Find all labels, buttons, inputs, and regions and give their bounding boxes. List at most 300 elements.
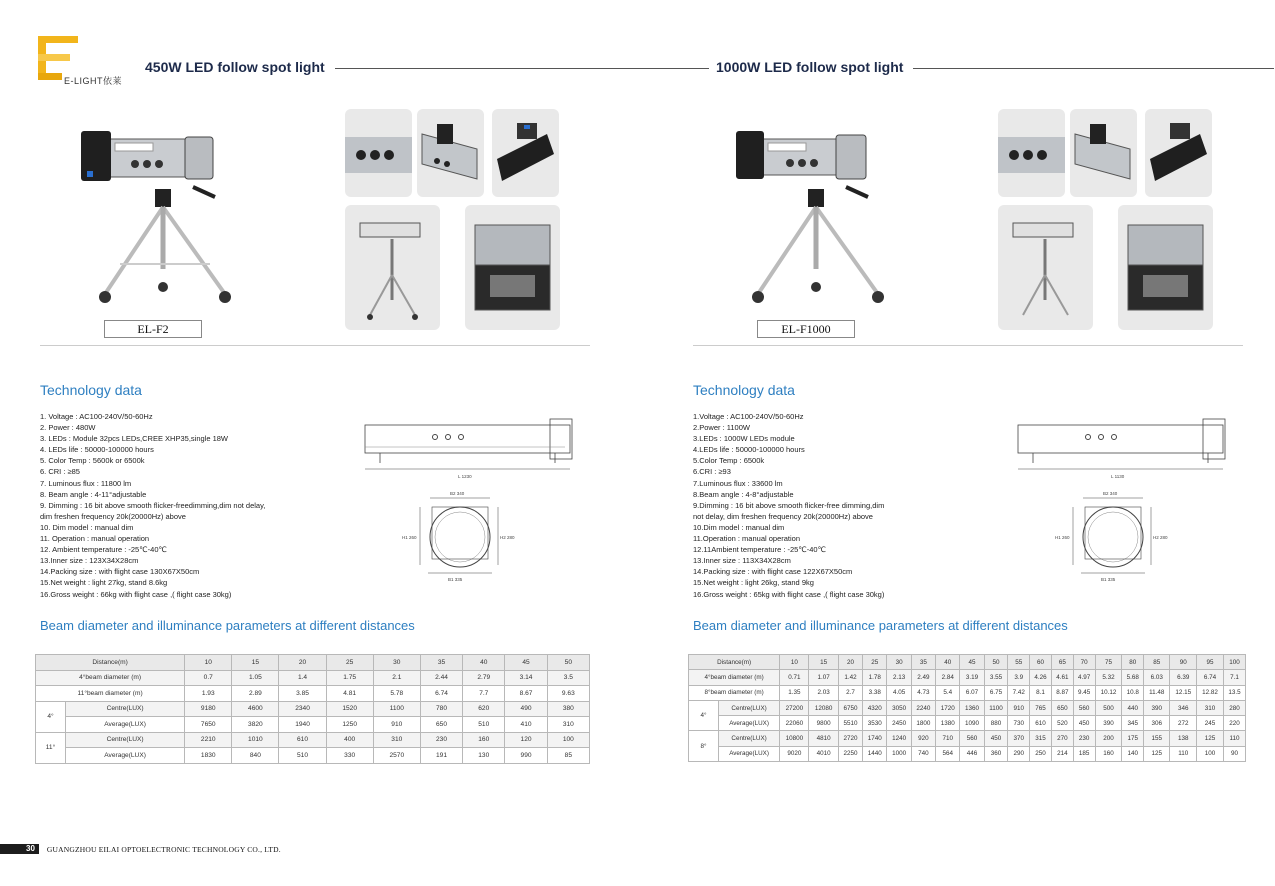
table-cell: 1.93 [185,686,232,702]
table-cell: 310 [547,717,589,733]
table-cell: 1520 [326,701,373,717]
table-cell: 710 [936,731,960,746]
table-header-cell: 10 [185,655,232,671]
table-header-cell: 15 [232,655,279,671]
spec-item: 12. Ambient temperature : -25℃-40℃ [40,545,167,555]
table-cell: 2.84 [936,670,960,685]
beam-title: Beam diameter and illuminance parameters at different distances [693,618,1068,633]
section-divider [40,345,590,346]
table-header-cell: 60 [1030,655,1052,670]
table-cell: 4.81 [326,686,373,702]
light-on-stand-image [998,205,1093,330]
table-cell: 370 [1008,731,1030,746]
table-cell: 6.74 [1197,670,1224,685]
table-cell: 610 [1030,716,1052,731]
table-cell: 290 [1008,746,1030,761]
table-cell: 650 [1051,700,1073,715]
table-cell: 5510 [838,716,862,731]
lens-head-image [1145,109,1212,197]
table-cell: 2450 [887,716,911,731]
table-cell: 7.42 [1008,685,1030,700]
table-cell: 1740 [863,731,887,746]
beam-parameter-table [688,654,1246,762]
table-cell: 214 [1051,746,1073,761]
table-cell: 315 [1030,731,1052,746]
table-cell: 3820 [232,717,279,733]
table-header-cell: Distance(m) [689,655,780,670]
table-cell: 765 [1030,700,1052,715]
detail-photo-1 [998,109,1065,197]
stand-photo [998,205,1093,330]
table-cell: 450 [1073,716,1095,731]
table-cell: 230 [1073,731,1095,746]
table-cell: 12080 [809,700,838,715]
table-cell: 5.78 [373,686,420,702]
table-cell: 230 [420,732,462,748]
table-cell: 5.68 [1122,670,1144,685]
table-cell: 4810 [809,731,838,746]
table-cell: 130 [463,748,505,764]
table-cell: 740 [911,746,935,761]
table-header-cell: 40 [463,655,505,671]
table-cell: 1240 [887,731,911,746]
dimension-drawing [360,415,580,595]
flight-case-image [1118,205,1213,330]
detail-photo-2 [417,109,484,197]
table-cell: 8.87 [1051,685,1073,700]
stand-photo [345,205,440,330]
table-header-cell: 10 [780,655,809,670]
table-cell: 390 [1095,716,1122,731]
length-dim-label: L 1130 [1111,474,1125,479]
table-cell: 910 [373,717,420,733]
table-cell: 990 [505,748,547,764]
spec-list [693,411,993,600]
spec-item: 11. Operation : manual operation [40,534,150,544]
table-row-label: 4°beam diameter (m) [36,670,185,686]
table-row-label: Centre(LUX) [66,732,185,748]
table-header-cell: 30 [373,655,420,671]
table-cell: 1830 [185,748,232,764]
table-row-label: 8°beam diameter (m) [689,685,780,700]
table-cell: 310 [373,732,420,748]
table-cell: 3.85 [279,686,326,702]
table-cell: 2.89 [232,686,279,702]
table-header-cell: 70 [1073,655,1095,670]
follow-spot-photo [75,109,255,314]
table-cell: 6.74 [420,686,462,702]
table-cell: 7650 [185,717,232,733]
page-number: 30 [0,844,39,854]
spec-list [40,411,340,600]
table-cell: 250 [1030,746,1052,761]
table-cell: 2240 [911,700,935,715]
table-cell: 920 [911,731,935,746]
table-cell: 560 [960,731,984,746]
spec-item: 4.LEDs life : 50000-100000 hours [693,445,805,455]
spec-item: 8.Beam angle : 4-8°adjustable [693,489,794,499]
spec-item: 7. Luminous flux : 11800 lm [40,478,132,488]
table-cell: 8.67 [505,686,547,702]
table-cell: 610 [279,732,326,748]
header-rule [913,68,1274,69]
table-header-cell: 25 [863,655,887,670]
table-row-label: Centre(LUX) [66,701,185,717]
spec-item: 5. Color Temp : 5600k or 6500k [40,456,145,466]
table-header-cell: 55 [1008,655,1030,670]
table-cell: 330 [326,748,373,764]
table-cell: 1800 [911,716,935,731]
spec-item: 16.Gross weight : 65kg with flight case ,( flight case 30kg) [693,589,885,599]
b1-dim-label: B1 335 [1101,577,1116,582]
table-row-label: Centre(LUX) [719,731,780,746]
left-header-title: 450W LED follow spot light [145,59,325,75]
table-cell: 125 [1197,731,1224,746]
company-name: GUANGZHOU EILAI OPTOELECTRONIC TECHNOLOGY CO., LTD. [46,844,281,854]
light-on-stand-image [345,205,440,330]
table-cell: 2340 [279,701,326,717]
lens-head-image [492,109,559,197]
length-dim-label: L 1230 [458,474,472,479]
flight-case-photo [1118,205,1213,330]
table-cell: 510 [463,717,505,733]
spec-item: 2.Power : 1100W [693,423,750,433]
table-cell: 155 [1144,731,1170,746]
table-header-cell: 45 [960,655,984,670]
table-cell: 1.05 [232,670,279,686]
table-cell: 4.26 [1030,670,1052,685]
table-cell: 200 [1095,731,1122,746]
b2-dim-label: B2 340 [1103,491,1118,496]
spec-item: 16.Gross weight : 66kg with flight case ,( flight case 30kg) [40,589,232,599]
table-cell: 3.9 [1008,670,1030,685]
table-cell: 9020 [780,746,809,761]
table-header-cell: 35 [420,655,462,671]
table-cell: 2.1 [373,670,420,686]
table-cell: 0.71 [780,670,809,685]
spec-item: 10. Dim model : manual dim [40,522,134,532]
tech-data-title: Technology data [40,382,142,398]
table-row-label: Average(LUX) [66,748,185,764]
table-cell: 2.7 [838,685,862,700]
left-header [145,57,709,77]
table-cell: 1.78 [863,670,887,685]
table-row-label: Average(LUX) [719,746,780,761]
table-cell: 1090 [960,716,984,731]
spec-item: 2. Power : 480W [40,423,96,433]
table-cell: 650 [420,717,462,733]
beam-title: Beam diameter and illuminance parameters at different distances [40,618,415,633]
table-header-cell: 20 [838,655,862,670]
beam-table-wrap [688,654,1246,762]
table-cell: 120 [505,732,547,748]
table-cell: 6.39 [1170,670,1197,685]
spec-item: not delay, dim freshen frequency 20k(20000Hz) above [693,511,873,521]
table-cell: 1100 [373,701,420,717]
table-cell: 560 [1073,700,1095,715]
table-cell: 110 [1170,746,1197,761]
spec-item: 9. Dimming : 16 bit above smooth flicker-freedimming,dim not delay, [40,500,266,510]
table-cell: 780 [420,701,462,717]
tech-data-title: Technology data [693,382,795,398]
table-cell: 9180 [185,701,232,717]
table-cell: 191 [420,748,462,764]
table-cell: 1.07 [809,670,838,685]
spec-item: 12.11Ambient temperature : -25℃-40℃ [693,545,827,555]
detail-photo-2 [1070,109,1137,197]
table-header-cell: 100 [1223,655,1245,670]
table-cell: 10.12 [1095,685,1122,700]
table-cell: 2.44 [420,670,462,686]
table-header-cell: Distance(m) [36,655,185,671]
table-cell: 910 [1008,700,1030,715]
table-cell: 510 [279,748,326,764]
table-row [689,685,1246,700]
table-cell: 450 [984,731,1008,746]
table-cell: 2.79 [463,670,505,686]
table-cell: 4010 [809,746,838,761]
table-cell: 310 [1197,700,1224,715]
angle-cell: 11° [36,732,66,763]
right-product-column [688,95,1248,758]
table-cell: 2.49 [911,670,935,685]
side-panel-image [417,109,484,197]
table-row [689,670,1246,685]
table-cell: 6750 [838,700,862,715]
table-cell: 400 [326,732,373,748]
product-photos [688,95,1248,345]
table-cell: 1250 [326,717,373,733]
spec-item: 6.CRI : ≥93 [693,467,731,477]
table-cell: 3.14 [505,670,547,686]
logo-text: E-LIGHT依莱 [64,76,123,86]
table-cell: 90 [1223,746,1245,761]
table-cell: 1.75 [326,670,373,686]
spec-item: 1. Voltage : AC100-240V/50-60Hz [40,412,153,421]
angle-cell: 4° [689,700,719,731]
flight-case-photo [465,205,560,330]
table-cell: 7.7 [463,686,505,702]
detail-photo-1 [345,109,412,197]
table-cell: 410 [505,717,547,733]
table-cell: 110 [1223,731,1245,746]
spec-item: 8. Beam angle : 4-11°adjustable [40,489,147,499]
table-cell: 4600 [232,701,279,717]
table-cell: 7.1 [1223,670,1245,685]
angle-cell: 4° [36,701,66,732]
table-row [689,655,1246,670]
table-row [689,731,1246,746]
b2-dim-label: B2 340 [450,491,465,496]
spec-item: 4. LEDs life : 50000-100000 hours [40,445,154,455]
table-header-cell: 20 [279,655,326,671]
table-header-cell: 30 [887,655,911,670]
table-row [36,655,590,671]
detail-photo-3 [1145,109,1212,197]
model-label: EL-F1000 [757,320,855,338]
detail-photo-3 [492,109,559,197]
table-cell: 2.13 [887,670,911,685]
table-cell: 0.7 [185,670,232,686]
table-cell: 564 [936,746,960,761]
table-cell: 730 [1008,716,1030,731]
h2-dim-label: H2 280 [1153,535,1168,540]
table-cell: 3.19 [960,670,984,685]
table-cell: 2210 [185,732,232,748]
spec-item: dim freshen frequency 20k(20000Hz) above [40,511,186,521]
spec-item: 3.LEDs : 1000W LEDs module [693,434,795,444]
table-cell: 3050 [887,700,911,715]
table-cell: 4.97 [1073,670,1095,685]
table-cell: 1100 [984,700,1008,715]
table-cell: 6.07 [960,685,984,700]
spec-item: 14.Packing size : with flight case 122X67X50cm [693,567,853,577]
spec-item: 7.Luminous flux : 33600 lm [693,478,783,488]
spec-item: 14.Packing size : with flight case 130X67X50cm [40,567,200,577]
table-cell: 4.05 [887,685,911,700]
h1-dim-label: H1 260 [1055,535,1070,540]
spec-item: 11.Operation : manual operation [693,534,801,544]
table-row-label: 11°beam diameter (m) [36,686,185,702]
table-cell: 1.42 [838,670,862,685]
table-cell: 6.03 [1144,670,1170,685]
follow-spot-photo [728,109,908,314]
spec-item: 13.Inner size : 123X34X28cm [40,556,139,566]
table-header-cell: 50 [547,655,589,671]
table-cell: 160 [1095,746,1122,761]
table-cell: 1360 [960,700,984,715]
control-knobs-image [998,109,1065,197]
table-cell: 27200 [780,700,809,715]
table-cell: 5.4 [936,685,960,700]
table-row-label: Average(LUX) [66,717,185,733]
table-cell: 12.82 [1197,685,1224,700]
table-cell: 125 [1144,746,1170,761]
angle-cell: 8° [689,731,719,762]
table-cell: 272 [1170,716,1197,731]
flight-case-image [465,205,560,330]
table-cell: 185 [1073,746,1095,761]
table-cell: 138 [1170,731,1197,746]
spec-item: 10.Dim model : manual dim [693,522,785,532]
table-cell: 2570 [373,748,420,764]
table-cell: 220 [1223,716,1245,731]
table-cell: 1440 [863,746,887,761]
table-cell: 10.8 [1122,685,1144,700]
table-header-cell: 40 [936,655,960,670]
right-header [716,57,1274,77]
page-footer [0,843,281,855]
left-product-column [35,95,595,759]
table-cell: 3.5 [547,670,589,686]
table-row [36,732,590,748]
table-cell: 140 [1122,746,1144,761]
table-cell: 446 [960,746,984,761]
table-cell: 280 [1223,700,1245,715]
table-cell: 9.63 [547,686,589,702]
spec-item: 5.Color Temp : 6500k [693,456,765,466]
table-cell: 4.73 [911,685,935,700]
table-header-cell: 95 [1197,655,1224,670]
table-row [36,701,590,717]
spec-item: 15.Net weight : light 26kg, stand 9kg [693,578,814,588]
table-row [36,670,590,686]
table-cell: 2.03 [809,685,838,700]
table-cell: 22060 [780,716,809,731]
table-cell: 8.1 [1030,685,1052,700]
table-cell: 440 [1122,700,1144,715]
table-cell: 5.32 [1095,670,1122,685]
table-cell: 1940 [279,717,326,733]
table-cell: 490 [505,701,547,717]
table-cell: 100 [547,732,589,748]
spec-item: 9.Dimming : 16 bit above smooth flicker-free dimming,dim [693,500,885,510]
table-cell: 13.5 [1223,685,1245,700]
table-cell: 3.55 [984,670,1008,685]
table-cell: 4.61 [1051,670,1073,685]
beam-table-wrap [35,654,590,764]
model-label: EL-F2 [104,320,202,338]
table-cell: 12.15 [1170,685,1197,700]
table-row [36,686,590,702]
table-cell: 9.45 [1073,685,1095,700]
table-row-label: 4°beam diameter (m) [689,670,780,685]
table-cell: 1.35 [780,685,809,700]
table-cell: 346 [1170,700,1197,715]
table-row [689,700,1246,715]
spec-item: 1.Voltage : AC100-240V/50-60Hz [693,412,804,421]
spec-item: 15.Net weight : light 27kg, stand 8.6kg [40,578,168,588]
table-cell: 1.4 [279,670,326,686]
table-cell: 345 [1122,716,1144,731]
table-cell: 520 [1051,716,1073,731]
table-row-label: Centre(LUX) [719,700,780,715]
table-cell: 100 [1197,746,1224,761]
spec-item: 6. CRI : ≥85 [40,467,80,477]
table-header-cell: 25 [326,655,373,671]
b1-dim-label: B1 335 [448,577,463,582]
side-panel-image [1070,109,1137,197]
product-photos [35,95,595,345]
table-cell: 2250 [838,746,862,761]
table-header-cell: 35 [911,655,935,670]
table-cell: 10800 [780,731,809,746]
table-cell: 840 [232,748,279,764]
table-row-label: Average(LUX) [719,716,780,731]
table-cell: 2720 [838,731,862,746]
control-knobs-image [345,109,412,197]
table-cell: 1010 [232,732,279,748]
h1-dim-label: H1 260 [402,535,417,540]
table-row [36,748,590,764]
spec-item: 3. LEDs : Module 32pcs LEDs,CREE XHP35,single 18W [40,434,229,444]
table-cell: 160 [463,732,505,748]
table-cell: 1000 [887,746,911,761]
right-header-title: 1000W LED follow spot light [716,59,904,75]
table-cell: 3.38 [863,685,887,700]
h2-dim-label: H2 280 [500,535,515,540]
header-rule [335,68,709,69]
table-row [689,716,1246,731]
table-cell: 500 [1095,700,1122,715]
table-cell: 880 [984,716,1008,731]
table-cell: 306 [1144,716,1170,731]
table-header-cell: 45 [505,655,547,671]
table-row [689,746,1246,761]
table-cell: 620 [463,701,505,717]
table-cell: 175 [1122,731,1144,746]
table-cell: 390 [1144,700,1170,715]
